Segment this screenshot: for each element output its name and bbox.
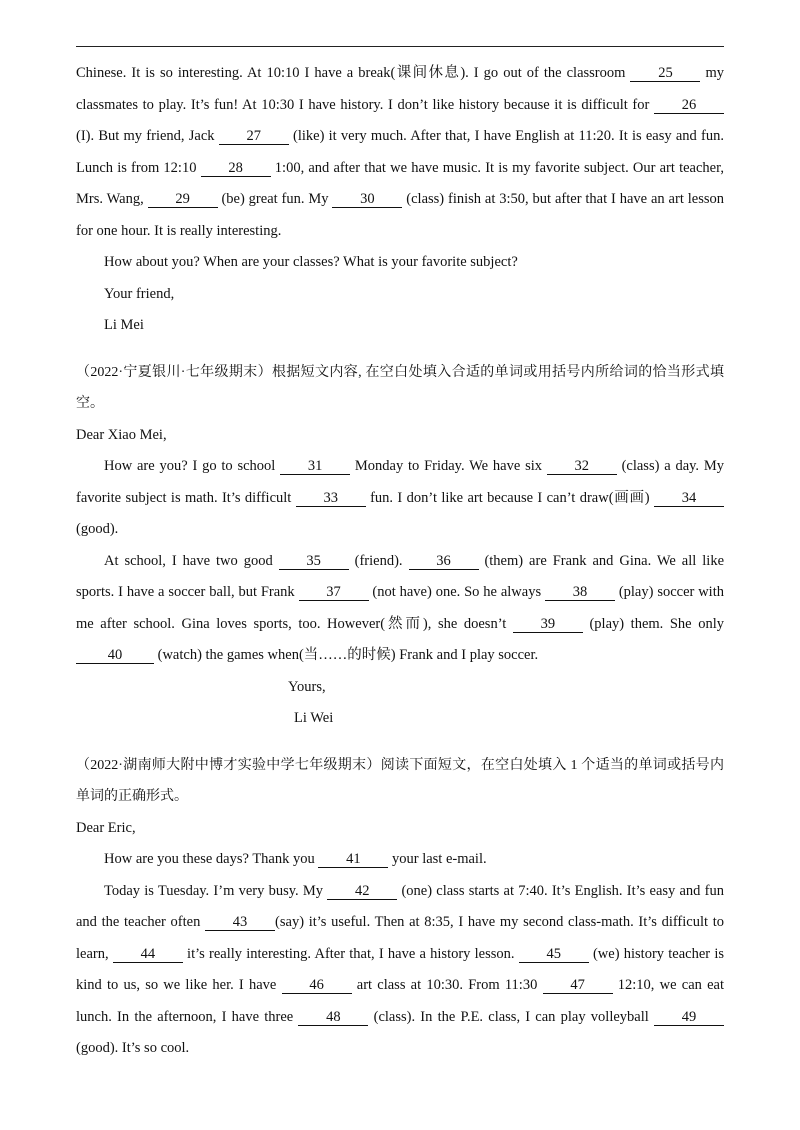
passage2-paragraph-1: How are you? I go to school 31 Monday to Friday. We have six 32 (class) a day. My favorite subject is math. It’s difficult 33 fun. I don’t like art because I can’t draw(画画) 34 (good). — [76, 458, 724, 537]
blank-39[interactable]: 39 — [513, 616, 583, 633]
blank-46[interactable]: 46 — [282, 977, 352, 994]
passage2-closing: Yours, — [288, 678, 326, 695]
blank-45[interactable]: 45 — [519, 946, 589, 963]
passage3-paragraph-1: How are you these days? Thank you 41 your last e-mail. — [104, 851, 487, 867]
blank-44[interactable]: 44 — [113, 946, 183, 963]
passage1-question-line: How about you? When are your classes? What is your favorite subject? — [104, 254, 518, 270]
blank-37[interactable]: 37 — [299, 584, 369, 601]
blank-27[interactable]: 27 — [219, 128, 289, 145]
passage3-greeting: Dear Eric, — [76, 819, 136, 836]
blank-30[interactable]: 30 — [332, 191, 402, 208]
passage1-closing: Your friend, — [104, 285, 175, 302]
blank-43[interactable]: 43 — [205, 914, 275, 931]
passage1-signature: Li Mei — [104, 317, 144, 333]
passage2-signature: Li Wei — [294, 710, 334, 726]
document-page — [76, 58, 724, 1065]
blank-28[interactable]: 28 — [201, 160, 271, 177]
blank-33[interactable]: 33 — [296, 490, 366, 507]
passage1-paragraph: Chinese. It is so interesting. At 10:10 I have a break(课间休息). I go out of the classroom 25 my classmates to play. It’s fun! At 10:30 I have history. I don’t like history because it is difficult for 26 (I). But my friend, Jack 27 (like) it very much. After that, I have English at 11:20. It is easy and fun. Lunch is from 12:10 28 1:00, and after that we have music. It is my favorite subject. Our art teacher, Mrs. Wang, 29 (be) great fun. My 30 (class) finish at 3:50, but after that I have an art lesson for one hour. It is really interesting. — [76, 65, 724, 239]
passage3-instructions: （2022·湖南师大附中博才实验中学七年级期末）阅读下面短文，在空白处填入 1 个适当的单词或括号内单词的正确形式。 — [76, 757, 724, 804]
blank-48[interactable]: 48 — [298, 1009, 368, 1026]
blank-26[interactable]: 26 — [654, 97, 724, 114]
blank-32[interactable]: 32 — [547, 458, 617, 475]
blank-40[interactable]: 40 — [76, 647, 154, 664]
passage2-paragraph-2: At school, I have two good 35 (friend). 36 (them) are Frank and Gina. We all like sports. I have a soccer ball, but Frank 37 (not have) one. So he always 38 (play) soccer with me after school. Gina loves sports, too. However(然而), she doesn’t 39 (play) them. She only 40 (watch) the games when(当……的时候) Frank and I play soccer. — [76, 552, 725, 663]
blank-25[interactable]: 25 — [630, 65, 700, 82]
blank-42[interactable]: 42 — [327, 883, 397, 900]
blank-49[interactable]: 49 — [654, 1009, 724, 1026]
blank-41[interactable]: 41 — [318, 851, 388, 868]
top-rule — [76, 46, 724, 47]
blank-36[interactable]: 36 — [409, 553, 479, 570]
blank-34[interactable]: 34 — [654, 490, 724, 507]
blank-35[interactable]: 35 — [279, 553, 349, 570]
blank-47[interactable]: 47 — [543, 977, 613, 994]
blank-31[interactable]: 31 — [280, 458, 350, 475]
blank-38[interactable]: 38 — [545, 584, 615, 601]
passage3-paragraph-2: Today is Tuesday. I’m very busy. My 42 (one) class starts at 7:40. It’s English. It’s easy and fun and the teacher often 43 (say) it’s useful. Then at 8:35, I have my second class-math. It’s difficult to learn, 44 it’s really interesting. After that, I have a history lesson. 45 (we) history teacher is kind to us, so we like her. I have 46 art class at 10:30. From 11:30 47 12:10, we can eat lunch. In the afternoon, I have three 48 (class). In the P.E. class, I can play volleyball 49(good). It’s so cool. — [76, 882, 725, 1056]
passage2-greeting: Dear Xiao Mei, — [76, 426, 167, 443]
blank-29[interactable]: 29 — [148, 191, 218, 208]
passage2-instructions: （2022·宁夏银川·七年级期末）根据短文内容, 在空白处填入合适的单词或用括号内所给词的恰当形式填空。 — [76, 364, 724, 411]
